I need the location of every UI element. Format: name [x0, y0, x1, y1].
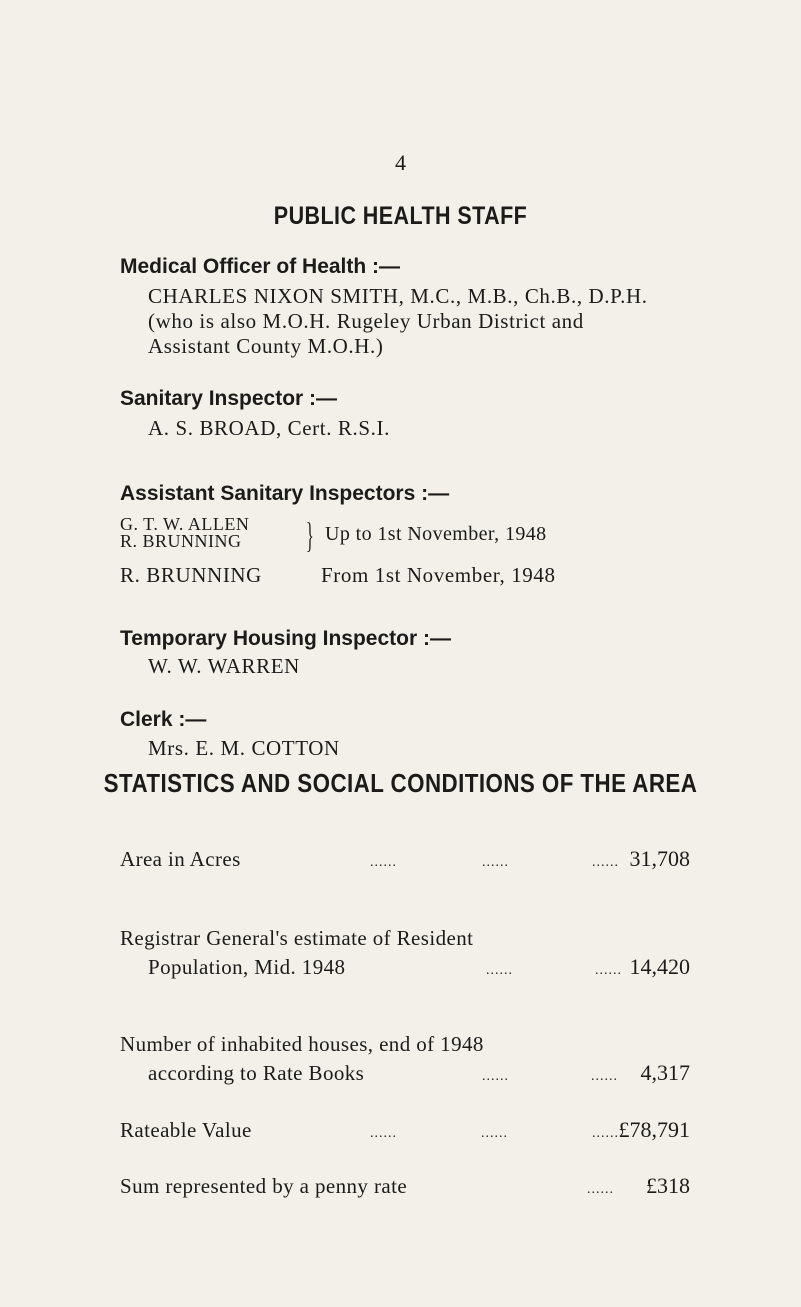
houses-value: 4,317	[640, 1060, 690, 1085]
assistant-inspector-note-3: From 1st November, 1948	[321, 563, 556, 587]
penny-rate-leader: ......	[587, 1182, 614, 1197]
clerk-role: Clerk :—	[120, 708, 207, 731]
page-number: 4	[395, 150, 406, 175]
statistics-heading: STATISTICS AND SOCIAL CONDITIONS OF THE AREA	[103, 768, 698, 798]
housing-inspector-name: W. W. WARREN	[148, 654, 300, 678]
houses-label-1: Number of inhabited houses, end of 1948	[120, 1032, 484, 1056]
sanitary-inspector-name: A. S. BROAD, Cert. R.S.I.	[148, 416, 390, 440]
population-label-2: Population, Mid. 1948	[148, 955, 346, 979]
sanitary-inspector-role: Sanitary Inspector :—	[120, 387, 338, 410]
rateable-leader-3: ......	[592, 1126, 619, 1141]
medical-officer-note-line1: (who is also M.O.H. Rugeley Urban District and	[148, 309, 584, 333]
area-leader-3: ......	[592, 855, 619, 870]
bracket-note: Up to 1st November, 1948	[325, 523, 547, 545]
area-label: Area in Acres	[120, 847, 241, 871]
area-leader: ......	[370, 855, 397, 870]
bracket-brace: }	[306, 515, 314, 555]
assistant-inspectors-role: Assistant Sanitary Inspectors :—	[120, 482, 450, 505]
penny-rate-label: Sum represented by a penny rate	[120, 1174, 408, 1198]
medical-officer-note-line2: Assistant County M.O.H.)	[148, 334, 384, 358]
clerk-name: Mrs. E. M. COTTON	[148, 736, 340, 760]
staff-heading: PUBLIC HEALTH STAFF	[273, 202, 528, 230]
population-value: 14,420	[629, 954, 690, 979]
penny-rate-value: £318	[646, 1173, 690, 1198]
houses-leader-2: ......	[591, 1069, 618, 1084]
assistant-inspector-name-1: G. T. W. ALLEN	[120, 514, 250, 534]
medical-officer-name: CHARLES NIXON SMITH, M.C., M.B., Ch.B., D.P.H.	[148, 284, 648, 308]
houses-leader: ......	[482, 1069, 509, 1084]
housing-inspector-role: Temporary Housing Inspector :—	[120, 627, 451, 650]
population-leader: ......	[486, 963, 513, 978]
assistant-inspector-name-2: R. BRUNNING	[120, 531, 242, 551]
rateable-value-label: Rateable Value	[120, 1118, 252, 1142]
area-value: 31,708	[629, 846, 690, 871]
rateable-value: £78,791	[618, 1117, 690, 1142]
area-leader-2: ......	[482, 855, 509, 870]
assistant-inspector-name-3: R. BRUNNING	[120, 563, 262, 587]
medical-officer-role: Medical Officer of Health :—	[120, 255, 401, 278]
rateable-leader: ......	[370, 1126, 397, 1141]
rateable-leader-2: ......	[481, 1126, 508, 1141]
population-leader-2: ......	[595, 963, 622, 978]
houses-label-2: according to Rate Books	[148, 1061, 365, 1085]
population-label-1: Registrar General's estimate of Resident	[120, 926, 474, 950]
